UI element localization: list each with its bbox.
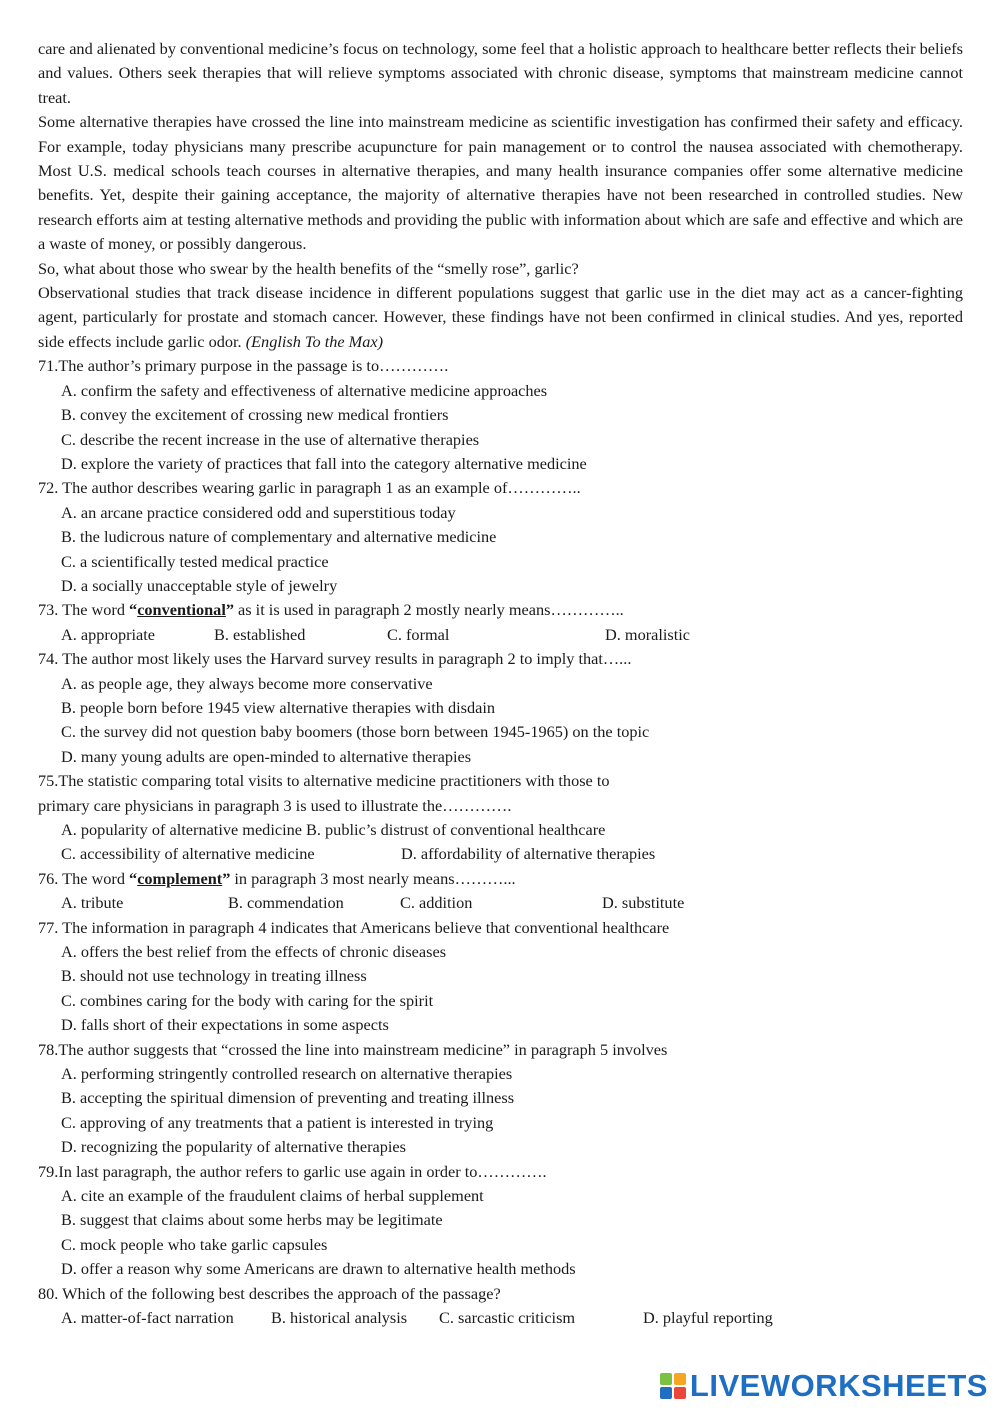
passage-source: (English To the Max) [245, 331, 384, 351]
answer-option[interactable]: B. the ludicrous nature of complementary and alternative medicine [61, 527, 497, 547]
answer-option[interactable]: D. a socially unacceptable style of jewelry [61, 575, 338, 595]
logo-square-red [674, 1387, 686, 1399]
question-stem-text: in paragraph 3 most nearly means………... [230, 868, 516, 888]
answer-option[interactable]: A. matter-of-fact narration [61, 1308, 234, 1328]
question-stem: 78.The author suggests that “crossed the line into mainstream medicine” in paragraph 5 involves [38, 1039, 668, 1059]
answer-option[interactable]: D. recognizing the popularity of alternative therapies [61, 1137, 406, 1157]
question-stem [38, 598, 963, 622]
answer-option[interactable]: C. addition [400, 893, 473, 913]
answer-option[interactable]: A. performing stringently controlled research on alternative therapies [61, 1064, 513, 1084]
keyword [129, 869, 230, 888]
keyword-word: complement [137, 868, 223, 888]
answer-option[interactable]: D. substitute [602, 893, 685, 913]
passage-text: Observational studies that track disease incidence in different populations suggest that garlic use in the diet may act as a cancer-fighting agent, particularly for prostate and stomach cancer. However, these findings have not been confirmed in clinical studies. And yes, reported side effects include garlic odor. [38, 283, 963, 351]
keyword-word: conventional [137, 600, 226, 620]
answer-option[interactable]: D. many young adults are open-minded to alternative therapies [61, 746, 472, 766]
logo-square-blue [660, 1387, 672, 1399]
answer-option[interactable]: B. should not use technology in treating illness [61, 966, 367, 986]
answer-row [38, 623, 963, 647]
answer-option[interactable]: D. playful reporting [643, 1308, 773, 1328]
answer-option[interactable]: C. sarcastic criticism [439, 1308, 576, 1328]
answer-option[interactable]: D. falls short of their expectations in some aspects [61, 1015, 389, 1035]
answer-option[interactable]: C. a scientifically tested medical practice [61, 551, 329, 571]
question-stem: 77. The information in paragraph 4 indicates that Americans believe that conventional healthcare [38, 917, 670, 937]
answer-option[interactable]: D. offer a reason why some Americans are drawn to alternative health methods [61, 1259, 576, 1279]
liveworksheets-logo[interactable] [660, 1368, 988, 1404]
answer-option[interactable]: C. describe the recent increase in the use of alternative therapies [61, 429, 480, 449]
question-stem: 71.The author’s primary purpose in the passage is to…………. [38, 356, 449, 376]
passage-paragraph: Some alternative therapies have crossed the line into mainstream medicine as scientific investigation has confirmed their safety and efficacy. For example, today physicians many prescribe acupuncture for pain management or to control the nausea associated with chemotherapy. Most U.S. medical schools teach courses in alternative therapies, and many health insurance companies offer some alternative medicine benefits. Yet, despite their gaining acceptance, the majority of alternative therapies have not been researched in controlled studies. New research efforts aim at testing alternative methods and providing the public with information about which are safe and effective and which are a waste of money, or possibly dangerous. [38, 112, 963, 254]
question-stem: 75.The statistic comparing total visits to alternative medicine practitioners with those to [38, 771, 610, 791]
logo-square-orange [674, 1373, 686, 1385]
question-stem: primary care physicians in paragraph 3 is used to illustrate the…………. [38, 795, 512, 815]
keyword [129, 600, 234, 619]
keyword-quote: “ [129, 600, 138, 620]
answer-option[interactable]: A. as people age, they always become more conservative [61, 673, 433, 693]
answer-option[interactable]: D. moralistic [605, 624, 691, 644]
question-stem: 80. Which of the following best describes the approach of the passage? [38, 1283, 501, 1303]
answer-option[interactable]: C. approving of any treatments that a patient is interested in trying [61, 1112, 494, 1132]
answer-option[interactable]: C. formal [387, 624, 450, 644]
question-stem: 72. The author describes wearing garlic in paragraph 1 as an example of………….. [38, 478, 581, 498]
answer-option[interactable]: D. affordability of alternative therapies [401, 844, 656, 864]
question-stem-text: as it is used in paragraph 2 mostly nearly means………….. [233, 600, 624, 620]
answer-option[interactable]: D. explore the variety of practices that fall into the category alternative medicine [61, 453, 587, 473]
answer-option[interactable]: A. cite an example of the fraudulent claims of herbal supplement [61, 1186, 484, 1206]
logo-text: LIVEWORKSHEETS [689, 1368, 988, 1403]
question-stem [38, 867, 963, 891]
question-stem-text: 76. The word [38, 868, 130, 888]
answer-option[interactable]: A. offers the best relief from the effects of chronic diseases [61, 941, 447, 961]
answer-option[interactable]: B. accepting the spiritual dimension of preventing and treating illness [61, 1088, 515, 1108]
question-stem-text: 73. The word [38, 600, 130, 620]
keyword-quote: “ [129, 868, 138, 888]
answer-row [38, 1306, 963, 1330]
question-stem: 79.In last paragraph, the author refers to garlic use again in order to…………. [38, 1161, 547, 1181]
logo-square-green [660, 1373, 672, 1385]
answer-option[interactable]: A. popularity of alternative medicine B. public’s distrust of conventional healthcare [61, 819, 606, 839]
question-stem: 74. The author most likely uses the Harvard survey results in paragraph 2 to imply that…... [38, 649, 632, 669]
answer-option[interactable]: B. commendation [228, 893, 344, 913]
answer-option[interactable]: A. confirm the safety and effectiveness of alternative medicine approaches [61, 380, 548, 400]
keyword-quote: ” [225, 600, 234, 620]
answer-option[interactable]: B. historical analysis [271, 1308, 408, 1328]
liveworksheets-logo-icon [660, 1373, 686, 1399]
passage-paragraph [38, 281, 963, 354]
answer-option[interactable]: A. tribute [61, 893, 124, 913]
keyword-quote: ” [222, 868, 231, 888]
answer-option[interactable]: B. established [214, 624, 306, 644]
answer-option[interactable]: B. people born before 1945 view alternative therapies with disdain [61, 697, 496, 717]
answer-option[interactable]: A. appropriate [61, 624, 156, 644]
answer-row [38, 891, 963, 915]
passage-paragraph: So, what about those who swear by the health benefits of the “smelly rose”, garlic? [38, 258, 579, 278]
answer-row [38, 842, 963, 866]
worksheet-page [38, 37, 963, 1330]
answer-option[interactable]: A. an arcane practice considered odd and superstitious today [61, 502, 456, 522]
answer-option[interactable]: B. convey the excitement of crossing new medical frontiers [61, 405, 449, 425]
answer-option[interactable]: C. combines caring for the body with caring for the spirit [61, 990, 434, 1010]
passage-paragraph: care and alienated by conventional medicine’s focus on technology, some feel that a holistic approach to healthcare better reflects their beliefs and values. Others seek therapies that will relieve symptoms associated with chronic disease, symptoms that mainstream medicine cannot treat. [38, 39, 963, 107]
answer-option[interactable]: B. suggest that claims about some herbs may be legitimate [61, 1210, 443, 1230]
answer-option[interactable]: C. accessibility of alternative medicine [61, 844, 315, 864]
answer-option[interactable]: C. mock people who take garlic capsules [61, 1234, 328, 1254]
answer-option[interactable]: C. the survey did not question baby boomers (those born between 1945-1965) on the topic [61, 722, 650, 742]
